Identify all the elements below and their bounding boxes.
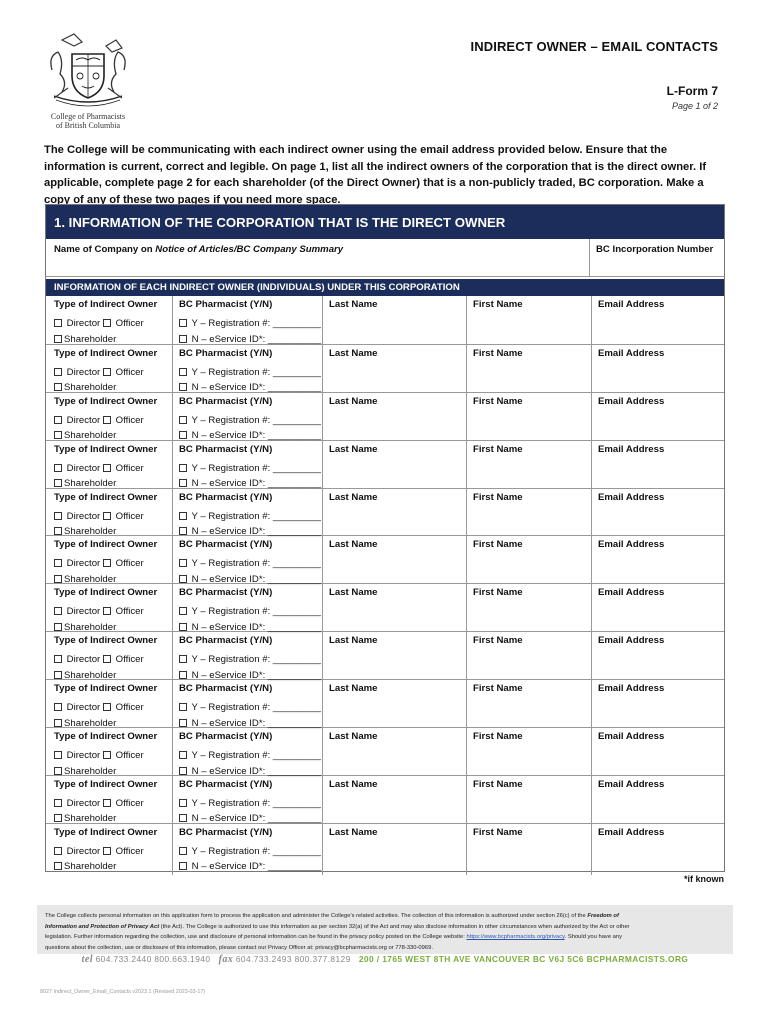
pharmacist-no-checkbox[interactable] <box>179 767 187 775</box>
owner-row <box>46 344 724 392</box>
form-number: L-Form 7 <box>666 84 718 98</box>
shareholder-checkbox[interactable] <box>54 335 62 343</box>
officer-label: Officer <box>115 414 144 426</box>
logo-text-line1: College of Pharmacists <box>50 112 126 121</box>
director-label: Director <box>66 462 101 474</box>
officer-checkbox[interactable] <box>103 464 111 472</box>
privacy-line3 <box>45 932 725 943</box>
email-label: Email Address <box>598 587 665 599</box>
first-name-field[interactable] <box>466 776 591 827</box>
owner-type-cell <box>46 345 172 396</box>
owner-type-cell <box>46 296 172 347</box>
first-name-field[interactable] <box>466 680 591 731</box>
email-label: Email Address <box>598 778 665 790</box>
officer-label: Officer <box>115 750 144 762</box>
page-number: Page 1 of 2 <box>671 101 718 111</box>
director-label: Director <box>66 318 101 329</box>
email-label: Email Address <box>598 826 665 838</box>
shareholder-checkbox[interactable] <box>54 671 62 679</box>
pharmacist-no-checkbox[interactable] <box>179 623 187 631</box>
officer-checkbox[interactable] <box>103 416 111 424</box>
pharmacist-yes-checkbox[interactable] <box>179 368 187 376</box>
email-field[interactable] <box>591 584 724 635</box>
director-label: Director <box>66 845 101 857</box>
registration-option[interactable]: Y – Registration #: _________ <box>191 654 321 666</box>
privacy-line4: questions about the collection, use or disclosure of this information, please contact our Privacy Officer at: privacy@bcpharmacists.org or 778-330-0969. <box>45 944 433 951</box>
pharmacist-label: BC Pharmacist (Y/N) <box>179 731 273 743</box>
fax-numbers: 604.733.2493 800.377.8129 <box>235 954 351 964</box>
first-name-label: First Name <box>473 299 523 310</box>
eservice-option[interactable]: N – eService ID*: __________ <box>191 573 322 585</box>
crest-logo <box>38 30 138 136</box>
email-field[interactable] <box>591 536 724 587</box>
pharmacist-yes-checkbox[interactable] <box>179 607 187 615</box>
pharmacist-cell <box>172 632 322 683</box>
crest-icon <box>38 30 138 110</box>
registration-option[interactable]: Y – Registration #: _________ <box>191 558 321 570</box>
first-name-label: First Name <box>473 587 523 599</box>
director-checkbox[interactable] <box>54 416 62 424</box>
first-name-label: First Name <box>473 635 523 647</box>
owner-row <box>46 727 724 775</box>
shareholder-label: Shareholder <box>64 621 117 633</box>
privacy-text: The College collects personal information on this application form to process the application and administer the College's related activities. The collection of this information is authorized under section 26(c) of the <box>45 913 588 919</box>
owner-type-cell <box>46 489 172 540</box>
last-name-field[interactable] <box>322 296 466 347</box>
last-name-label: Last Name <box>329 635 378 647</box>
eservice-option[interactable]: N – eService ID*: __________ <box>191 669 322 681</box>
pharmacist-no-checkbox[interactable] <box>179 575 187 583</box>
officer-label: Officer <box>115 654 144 666</box>
last-name-field[interactable] <box>322 489 466 540</box>
owner-type-cell <box>46 776 172 827</box>
last-name-label: Last Name <box>329 491 378 503</box>
file-reference: 8027 Indirect_Owner_Email_Contacts v2023.1 (Revised 2023-03-17) <box>40 989 206 995</box>
officer-checkbox[interactable] <box>103 512 111 520</box>
pharmacist-label: BC Pharmacist (Y/N) <box>179 443 273 455</box>
email-field[interactable] <box>591 824 724 875</box>
owner-row <box>46 679 724 727</box>
last-name-label: Last Name <box>329 587 378 599</box>
shareholder-label: Shareholder <box>64 478 117 490</box>
last-name-field[interactable] <box>322 441 466 492</box>
shareholder-label: Shareholder <box>64 573 117 585</box>
email-field[interactable] <box>591 296 724 347</box>
first-name-label: First Name <box>473 347 523 359</box>
officer-label: Officer <box>115 510 144 522</box>
owner-type-label: Type of Indirect Owner <box>54 491 158 503</box>
last-name-label: Last Name <box>329 683 378 695</box>
pharmacist-no-checkbox[interactable] <box>179 479 187 487</box>
pharmacist-cell <box>172 393 322 444</box>
pharmacist-no-checkbox[interactable] <box>179 431 187 439</box>
pharmacist-label: BC Pharmacist (Y/N) <box>179 683 273 695</box>
email-label: Email Address <box>598 299 665 310</box>
email-label: Email Address <box>598 683 665 695</box>
registration-option[interactable]: Y – Registration #: _________ <box>191 318 321 329</box>
company-label-italic: Notice of Articles/BC Company Summary <box>155 244 344 255</box>
footer-contact <box>0 954 770 965</box>
owner-type-cell <box>46 441 172 492</box>
director-checkbox[interactable] <box>54 847 62 855</box>
footnote: *if known <box>684 874 724 884</box>
registration-option[interactable]: Y – Registration #: _________ <box>191 606 321 618</box>
director-label: Director <box>66 797 101 809</box>
fax-label: fax <box>218 954 234 965</box>
officer-label: Officer <box>115 462 144 474</box>
last-name-label: Last Name <box>329 347 378 359</box>
shareholder-label: Shareholder <box>64 430 117 442</box>
officer-checkbox[interactable] <box>103 847 111 855</box>
last-name-field[interactable] <box>322 632 466 683</box>
eservice-option[interactable]: N – eService ID*: __________ <box>191 621 322 633</box>
last-name-label: Last Name <box>329 395 378 407</box>
shareholder-checkbox[interactable] <box>54 623 62 631</box>
pharmacist-yes-checkbox[interactable] <box>179 703 187 711</box>
owner-type-cell <box>46 632 172 683</box>
director-checkbox[interactable] <box>54 751 62 759</box>
owner-row <box>46 583 724 631</box>
first-name-field[interactable] <box>466 441 591 492</box>
last-name-field[interactable] <box>322 776 466 827</box>
pharmacist-no-checkbox[interactable] <box>179 671 187 679</box>
first-name-field[interactable] <box>466 296 591 347</box>
director-checkbox[interactable] <box>54 368 62 376</box>
privacy-text: . Should you have any <box>564 934 623 940</box>
officer-label: Officer <box>115 702 144 714</box>
director-checkbox[interactable] <box>54 655 62 663</box>
shareholder-checkbox[interactable] <box>54 383 62 391</box>
pharmacist-cell <box>172 536 322 587</box>
last-name-label: Last Name <box>329 299 378 310</box>
registration-option[interactable]: Y – Registration #: _________ <box>191 845 321 857</box>
first-name-field[interactable] <box>466 584 591 635</box>
direct-owner-table <box>45 204 725 872</box>
privacy-text: (the Act). The College is authorized to use this information as per section 32(a) of the Act and may also disclose information in other circumstances when authorized by the Act or other <box>159 923 630 930</box>
officer-checkbox[interactable] <box>103 559 111 567</box>
logo-text-line2: of British Columbia <box>56 121 120 130</box>
eservice-option[interactable]: N – eService ID*: __________ <box>191 333 322 345</box>
last-name-field[interactable] <box>322 345 466 396</box>
owner-row <box>46 392 724 440</box>
registration-option[interactable]: Y – Registration #: _________ <box>191 750 321 762</box>
registration-option[interactable]: Y – Registration #: _________ <box>191 797 321 809</box>
pharmacist-cell <box>172 824 322 875</box>
email-field[interactable] <box>591 489 724 540</box>
logo-text <box>38 112 138 130</box>
director-label: Director <box>66 606 101 618</box>
officer-checkbox[interactable] <box>103 319 111 327</box>
first-name-field[interactable] <box>466 489 591 540</box>
owner-type-label: Type of Indirect Owner <box>54 347 158 359</box>
owner-type-label: Type of Indirect Owner <box>54 683 158 695</box>
shareholder-checkbox[interactable] <box>54 479 62 487</box>
shareholder-checkbox[interactable] <box>54 575 62 583</box>
last-name-label: Last Name <box>329 443 378 455</box>
incorporation-label: BC Incorporation Number <box>596 244 714 255</box>
shareholder-label: Shareholder <box>64 333 117 345</box>
eservice-option[interactable]: N – eService ID*: __________ <box>191 430 322 442</box>
last-name-field[interactable] <box>322 536 466 587</box>
first-name-label: First Name <box>473 395 523 407</box>
pharmacist-yes-checkbox[interactable] <box>179 559 187 567</box>
shareholder-checkbox[interactable] <box>54 862 62 870</box>
shareholder-checkbox[interactable] <box>54 527 62 535</box>
pharmacist-cell <box>172 441 322 492</box>
last-name-field[interactable] <box>322 584 466 635</box>
owner-type-label: Type of Indirect Owner <box>54 539 158 551</box>
last-name-label: Last Name <box>329 778 378 790</box>
officer-label: Officer <box>115 366 144 378</box>
email-label: Email Address <box>598 443 665 455</box>
owner-row <box>46 535 724 583</box>
first-name-label: First Name <box>473 539 523 551</box>
email-field[interactable] <box>591 393 724 444</box>
pharmacist-cell <box>172 489 322 540</box>
incorporation-number-field[interactable] <box>596 244 713 255</box>
owner-rows <box>46 296 724 871</box>
first-name-label: First Name <box>473 826 523 838</box>
registration-option[interactable]: Y – Registration #: _________ <box>191 462 321 474</box>
owner-type-cell <box>46 680 172 731</box>
pharmacist-yes-checkbox[interactable] <box>179 655 187 663</box>
shareholder-label: Shareholder <box>64 861 117 873</box>
privacy-policy-link[interactable]: https://www.bcpharmacists.org/privacy <box>466 934 565 940</box>
pharmacist-no-checkbox[interactable] <box>179 335 187 343</box>
pharmacist-no-checkbox[interactable] <box>179 527 187 535</box>
email-label: Email Address <box>598 347 665 359</box>
pharmacist-yes-checkbox[interactable] <box>179 751 187 759</box>
first-name-label: First Name <box>473 491 523 503</box>
owner-row <box>46 440 724 488</box>
last-name-label: Last Name <box>329 539 378 551</box>
owner-type-label: Type of Indirect Owner <box>54 443 158 455</box>
company-label-prefix: Name of Company on <box>54 244 156 255</box>
shareholder-checkbox[interactable] <box>54 814 62 822</box>
director-checkbox[interactable] <box>54 319 62 327</box>
tel-label: tel <box>81 954 93 965</box>
eservice-option[interactable]: N – eService ID*: __________ <box>191 717 322 729</box>
owner-type-label: Type of Indirect Owner <box>54 826 158 838</box>
director-label: Director <box>66 510 101 522</box>
last-name-field[interactable] <box>322 728 466 779</box>
privacy-notice <box>37 905 733 954</box>
email-field[interactable] <box>591 345 724 396</box>
first-name-field[interactable] <box>466 345 591 396</box>
director-label: Director <box>66 702 101 714</box>
owner-row <box>46 631 724 679</box>
registration-option[interactable]: Y – Registration #: _________ <box>191 702 321 714</box>
director-label: Director <box>66 654 101 666</box>
pharmacist-no-checkbox[interactable] <box>179 862 187 870</box>
eservice-option[interactable]: N – eService ID*: __________ <box>191 813 322 825</box>
last-name-field[interactable] <box>322 393 466 444</box>
officer-label: Officer <box>115 318 144 329</box>
first-name-label: First Name <box>473 443 523 455</box>
registration-option[interactable]: Y – Registration #: _________ <box>191 366 321 378</box>
owner-type-cell <box>46 728 172 779</box>
director-checkbox[interactable] <box>54 703 62 711</box>
pharmacist-cell <box>172 728 322 779</box>
email-label: Email Address <box>598 395 665 407</box>
shareholder-label: Shareholder <box>64 526 117 538</box>
email-field[interactable] <box>591 441 724 492</box>
shareholder-label: Shareholder <box>64 717 117 729</box>
officer-checkbox[interactable] <box>103 703 111 711</box>
eservice-option[interactable]: N – eService ID*: __________ <box>191 526 322 538</box>
eservice-option[interactable]: N – eService ID*: __________ <box>191 478 322 490</box>
shareholder-label: Shareholder <box>64 382 117 394</box>
owner-row <box>46 775 724 823</box>
officer-label: Officer <box>115 797 144 809</box>
director-checkbox[interactable] <box>54 559 62 567</box>
shareholder-checkbox[interactable] <box>54 767 62 775</box>
pharmacist-label: BC Pharmacist (Y/N) <box>179 539 273 551</box>
owner-type-cell <box>46 824 172 875</box>
officer-checkbox[interactable] <box>103 751 111 759</box>
first-name-field[interactable] <box>466 824 591 875</box>
officer-checkbox[interactable] <box>103 655 111 663</box>
officer-checkbox[interactable] <box>103 368 111 376</box>
first-name-field[interactable] <box>466 728 591 779</box>
owner-type-cell <box>46 536 172 587</box>
owner-type-cell <box>46 584 172 635</box>
pharmacist-cell <box>172 296 322 347</box>
director-label: Director <box>66 750 101 762</box>
eservice-option[interactable]: N – eService ID*: __________ <box>191 861 322 873</box>
director-checkbox[interactable] <box>54 607 62 615</box>
company-name-field[interactable] <box>54 244 343 255</box>
registration-option[interactable]: Y – Registration #: _________ <box>191 510 321 522</box>
pharmacist-cell <box>172 584 322 635</box>
officer-label: Officer <box>115 845 144 857</box>
email-field[interactable] <box>591 728 724 779</box>
first-name-label: First Name <box>473 731 523 743</box>
first-name-field[interactable] <box>466 393 591 444</box>
footer-address: 200 / 1765 WEST 8TH AVE VANCOUVER BC V6J 5C6 BCPHARMACISTS.ORG <box>358 954 689 964</box>
first-name-field[interactable] <box>466 632 591 683</box>
director-label: Director <box>66 366 101 378</box>
pharmacist-yes-checkbox[interactable] <box>179 464 187 472</box>
shareholder-checkbox[interactable] <box>54 431 62 439</box>
eservice-option[interactable]: N – eService ID*: __________ <box>191 382 322 394</box>
pharmacist-cell <box>172 345 322 396</box>
column-divider <box>589 239 590 276</box>
email-label: Email Address <box>598 731 665 743</box>
pharmacist-yes-checkbox[interactable] <box>179 847 187 855</box>
section-title: 1. INFORMATION OF THE CORPORATION THAT IS THE DIRECT OWNER <box>46 205 724 239</box>
pharmacist-label: BC Pharmacist (Y/N) <box>179 299 273 310</box>
officer-label: Officer <box>115 558 144 570</box>
pharmacist-label: BC Pharmacist (Y/N) <box>179 778 273 790</box>
pharmacist-label: BC Pharmacist (Y/N) <box>179 395 273 407</box>
owner-type-label: Type of Indirect Owner <box>54 587 158 599</box>
company-row <box>46 239 724 277</box>
intro-text: The College will be communicating with each indirect owner using the email address provided below. Ensure that the information is current, correct and legible. On page 1, list all the indirect owners of the corporation that is the direct owner. If applicable, complete page 2 for each shareholder (of the Direct Owner) that is a non-publicly traded, BC corporation. Make a copy of any of these two pages if you need more space. <box>44 144 707 206</box>
email-field[interactable] <box>591 680 724 731</box>
officer-label: Officer <box>115 606 144 618</box>
owner-type-label: Type of Indirect Owner <box>54 778 158 790</box>
officer-checkbox[interactable] <box>103 607 111 615</box>
pharmacist-label: BC Pharmacist (Y/N) <box>179 587 273 599</box>
owner-row <box>46 296 724 344</box>
email-label: Email Address <box>598 539 665 551</box>
pharmacist-yes-checkbox[interactable] <box>179 416 187 424</box>
email-label: Email Address <box>598 635 665 647</box>
shareholder-label: Shareholder <box>64 813 117 825</box>
first-name-field[interactable] <box>466 536 591 587</box>
registration-option[interactable]: Y – Registration #: _________ <box>191 414 321 426</box>
form-title: INDIRECT OWNER – EMAIL CONTACTS <box>470 39 718 54</box>
director-checkbox[interactable] <box>54 464 62 472</box>
pharmacist-label: BC Pharmacist (Y/N) <box>179 826 273 838</box>
pharmacist-yes-checkbox[interactable] <box>179 799 187 807</box>
officer-checkbox[interactable] <box>103 799 111 807</box>
owner-type-cell <box>46 393 172 444</box>
owner-type-label: Type of Indirect Owner <box>54 635 158 647</box>
owner-type-label: Type of Indirect Owner <box>54 299 158 310</box>
first-name-label: First Name <box>473 778 523 790</box>
email-field[interactable] <box>591 632 724 683</box>
director-label: Director <box>66 414 101 426</box>
privacy-act-name: Freedom of <box>587 913 619 919</box>
pharmacist-yes-checkbox[interactable] <box>179 512 187 520</box>
owners-subheader: INFORMATION OF EACH INDIRECT OWNER (INDIVIDUALS) UNDER THIS CORPORATION <box>46 279 724 296</box>
pharmacist-no-checkbox[interactable] <box>179 383 187 391</box>
privacy-line2 <box>45 922 725 933</box>
owner-row <box>46 823 724 871</box>
director-checkbox[interactable] <box>54 799 62 807</box>
eservice-option[interactable]: N – eService ID*: __________ <box>191 765 322 777</box>
privacy-text: legislation. Further information regarding the collection, use and disclosure of personal information can be found in the privacy policy posted on the College website: <box>45 934 467 940</box>
pharmacist-label: BC Pharmacist (Y/N) <box>179 347 273 359</box>
pharmacist-yes-checkbox[interactable] <box>179 319 187 327</box>
first-name-label: First Name <box>473 683 523 695</box>
director-label: Director <box>66 558 101 570</box>
email-field[interactable] <box>591 776 724 827</box>
last-name-field[interactable] <box>322 680 466 731</box>
pharmacist-no-checkbox[interactable] <box>179 719 187 727</box>
owner-type-label: Type of Indirect Owner <box>54 731 158 743</box>
shareholder-label: Shareholder <box>64 765 117 777</box>
pharmacist-label: BC Pharmacist (Y/N) <box>179 491 273 503</box>
owner-type-label: Type of Indirect Owner <box>54 395 158 407</box>
director-checkbox[interactable] <box>54 512 62 520</box>
owner-row <box>46 488 724 536</box>
email-label: Email Address <box>598 491 665 503</box>
shareholder-checkbox[interactable] <box>54 719 62 727</box>
shareholder-label: Shareholder <box>64 669 117 681</box>
last-name-label: Last Name <box>329 826 378 838</box>
pharmacist-cell <box>172 680 322 731</box>
last-name-label: Last Name <box>329 731 378 743</box>
last-name-field[interactable] <box>322 824 466 875</box>
tel-numbers: 604.733.2440 800.663.1940 <box>95 954 211 964</box>
pharmacist-no-checkbox[interactable] <box>179 814 187 822</box>
privacy-act-name: Information and Protection of Privacy Act <box>45 923 160 930</box>
pharmacist-label: BC Pharmacist (Y/N) <box>179 635 273 647</box>
pharmacist-cell <box>172 776 322 827</box>
privacy-line1 <box>45 911 725 922</box>
